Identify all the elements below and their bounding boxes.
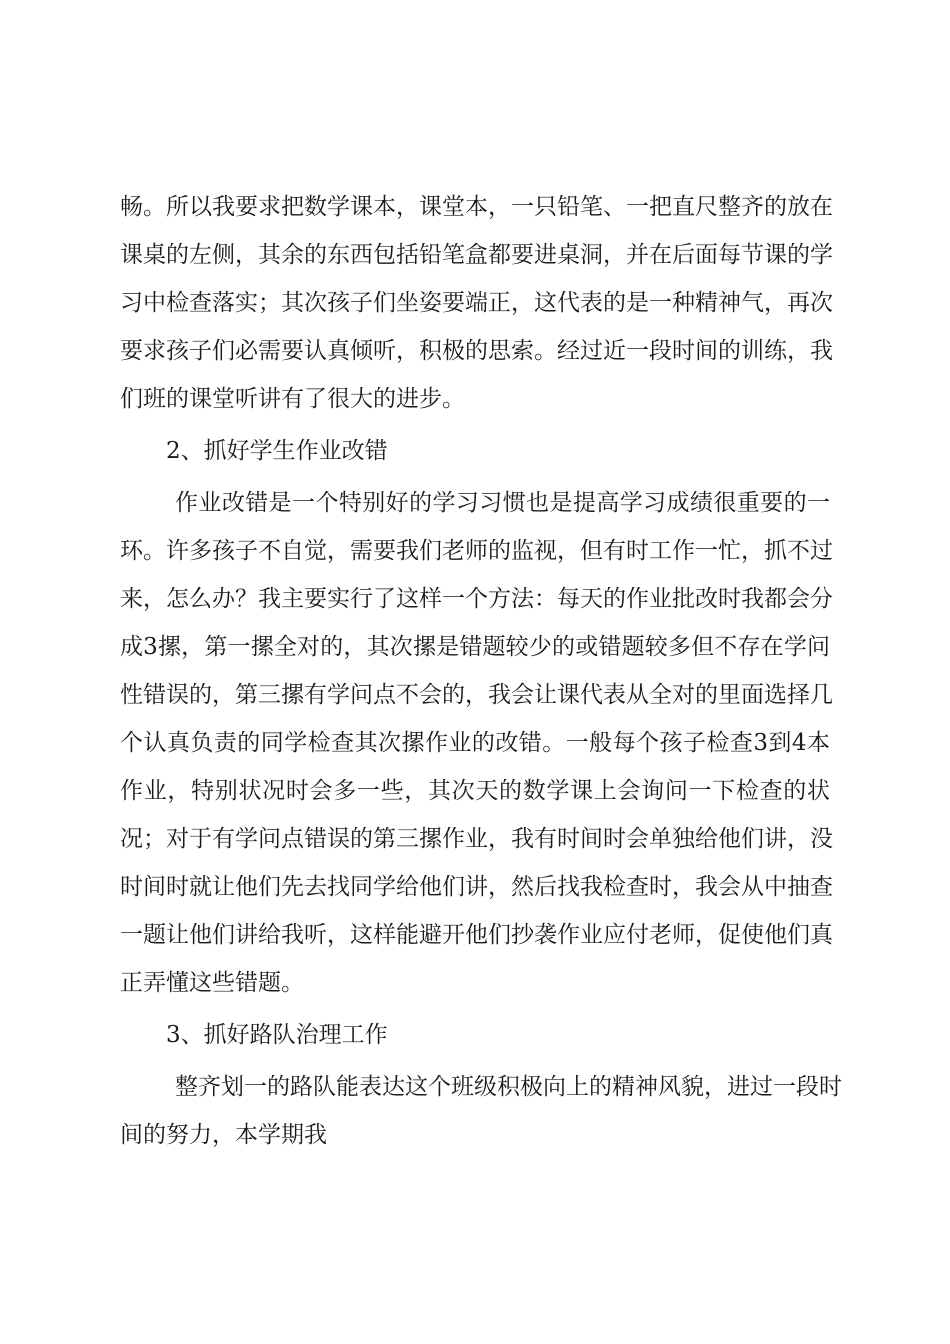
paragraph-line: 畅。所以我要求把数学课本，课堂本，一只铅笔、一把直尺整齐的放在 bbox=[120, 194, 833, 220]
paragraph-line: 成3摞，第一摞全对的，其次摞是错题较少的或错题较多但不存在学问 bbox=[120, 634, 830, 660]
paragraph-line: 课桌的左侧，其余的东西包括铅笔盒都要进桌洞，并在后面每节课的学 bbox=[120, 242, 833, 268]
paragraph-line: 一题让他们讲给我听，这样能避开他们抄袭作业应付老师，促使他们真 bbox=[120, 922, 833, 948]
paragraph-line: 要求孩子们必需要认真倾听，积极的思索。经过近一段时间的训练，我 bbox=[120, 338, 833, 364]
paragraph-line: 整齐划一的路队能表达这个班级积极向上的精神风貌，进过一段时 bbox=[175, 1074, 842, 1100]
paragraph-line: 来，怎么办？我主要实行了这样一个方法：每天的作业批改时我都会分 bbox=[120, 586, 833, 612]
paragraph-line: 环。许多孩子不自觉，需要我们老师的监视，但有时工作一忙，抓不过 bbox=[120, 538, 833, 564]
paragraph-line: 个认真负责的同学检查其次摞作业的改错。一般每个孩子检查3到4本 bbox=[120, 730, 830, 756]
paragraph-line: 时间时就让他们先去找同学给他们讲，然后找我检查时，我会从中抽查 bbox=[120, 874, 833, 900]
paragraph-line: 间的努力，本学期我 bbox=[120, 1122, 327, 1148]
paragraph-line: 作业改错是一个特别好的学习习惯也是提高学习成绩很重要的一 bbox=[175, 490, 830, 516]
paragraph-line: 作业，特别状况时会多一些，其次天的数学课上会询问一下检查的状 bbox=[120, 778, 830, 804]
section-heading: 3、抓好路队治理工作 bbox=[166, 1022, 388, 1048]
paragraph-line: 正弄懂这些错题。 bbox=[120, 970, 304, 996]
paragraph-line: 习中检查落实；其次孩子们坐姿要端正，这代表的是一种精神气，再次 bbox=[120, 290, 833, 316]
section-heading: 2、抓好学生作业改错 bbox=[166, 438, 388, 464]
paragraph-line: 性错误的，第三摞有学问点不会的，我会让课代表从全对的里面选择几 bbox=[120, 682, 833, 708]
paragraph-line: 们班的课堂听讲有了很大的进步。 bbox=[120, 386, 465, 412]
paragraph-line: 况；对于有学问点错误的第三摞作业，我有时间时会单独给他们讲，没 bbox=[120, 826, 833, 852]
